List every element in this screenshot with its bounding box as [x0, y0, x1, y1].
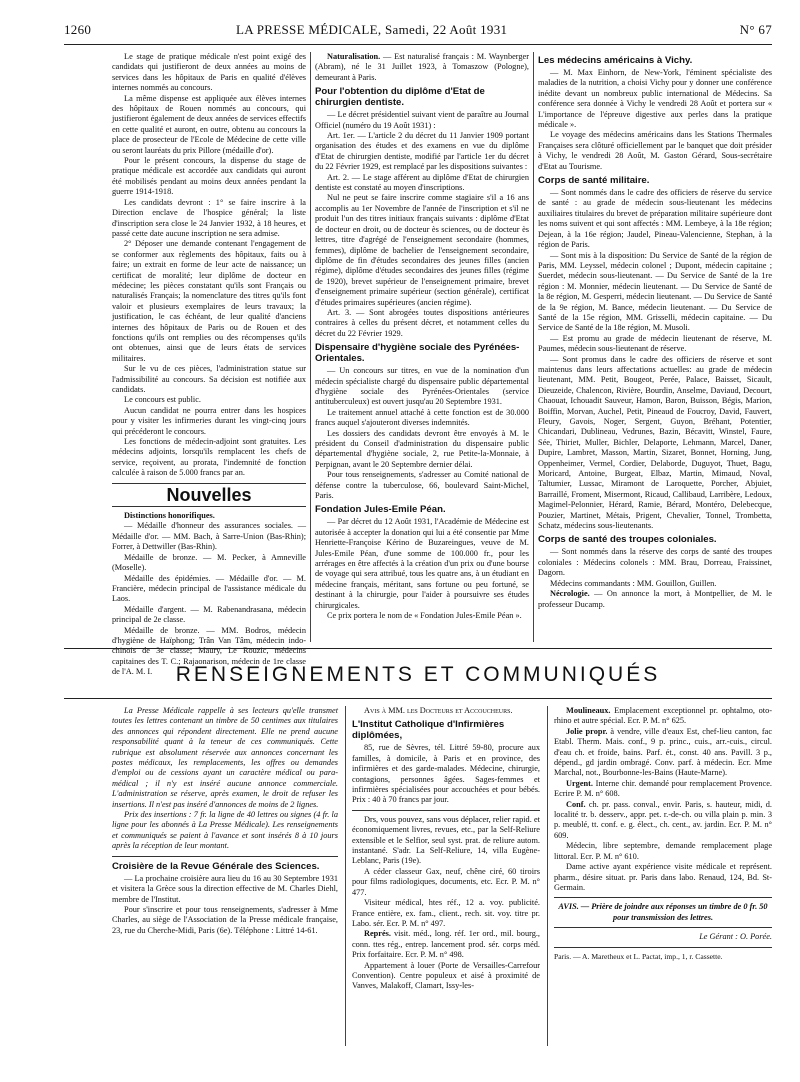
paragraph: 2° Déposer une demande contenant l'engagement de se conformer aux règlements des hôpitaux, faits ou à faire; un extrait en forme de leur acte de naissance; un certificat de moralité; leur diplôme de docteur en médecine; les pièces constatant qu'ils sont Français ou naturalisés Français; la nomenclature des titres qu'ils font valoir et plusieurs exemplaires de leurs travaux; la justification, le cas échéant, de leur qualité d'anciens internes des hôpitaux de Paris ou de Rouen et des fonctions qu'ils ont remplies ou des récompenses qu'ils ont obtenues, ainsi que de leurs états de services militaires.	[112, 239, 306, 363]
paragraph: Sur le vu de ces pièces, l'administration statue sur l'admissibilité au concours. Sa décision est notifiée aux candidats.	[112, 364, 306, 394]
paragraph: — Le décret présidentiel suivant vient de paraître au Journal Officiel (numéro du 19 Août 1931) :	[315, 110, 529, 130]
ads-column-right	[554, 706, 772, 1066]
paragraph: A céder classeur Gax, neuf, chêne ciré, 60 tiroirs pour films radiologiques, documents, etc. Ecr. P. M. n° 477.	[352, 866, 540, 897]
institut-text: 85, rue de Sèvres, tél. Littré 59-80, procure aux familles, à domicile, à Paris et en province, des infirmières et des garde-malades. Médecine, chirurgie, contagions, personnes âgées. Sages-femmes et infirmières spécialisées pour accouchées et pour bébés. Prix : 40 à 70 francs par jour.	[352, 743, 540, 805]
column-divider	[547, 706, 548, 1046]
paragraph: Médaille d'argent. — M. Rabenandrasana, médecin principal de 2e classe.	[112, 604, 306, 625]
section-banner: RENSEIGNEMENTS ET COMMUNIQUÉS	[175, 663, 661, 686]
printer-line: Paris. — A. Maretheux et L. Pactat, imp., 1, r. Cassette.	[554, 951, 723, 961]
vichy-body	[538, 68, 772, 172]
paragraph: Le concours est public.	[124, 395, 201, 405]
column-divider	[345, 706, 346, 1046]
paragraph: Médecin, libre septembre, demande remplacement plage littoral. Ecr. P. M. n° 610.	[554, 841, 772, 861]
avis-line: Avis à MM. les Docteurs et Accoucheurs.	[364, 706, 513, 715]
divider	[112, 506, 306, 507]
paragraph: — M. Max Einhorn, de New-York, l'éminent spécialiste des maladies de la nutrition, a choisi Vichy pour y donner une conférence inédite devant un nombreux public international de Médecins. Sa conférence sera donnée à Vichy le vendredi 28 Août et portera sur « L'importance de l'épreuve digestive aux perles dans la pratique médicale ».	[538, 68, 772, 130]
section-title-nouvelles: Nouvelles	[166, 484, 252, 505]
paragraph: Médecins commandants : MM. Gouillon, Guillen.	[550, 578, 717, 588]
paragraph: Pour le présent concours, la dispense du stage de pratique médicale est accordée aux candidats qui auront été mobilisés pendant au moins deux années pendant la guerre 1914-1918.	[112, 156, 306, 197]
paragraph: Dame active ayant expérience visite médicale et représent. pharm., désire situat. pr. Paris dans labo. Renaud, 124, Bd. St-Germain.	[554, 862, 772, 892]
paragraph: Art. 2. — Le stage afférent au diplôme d'Etat de chirurgien dentiste est constaté au moyen d'inscriptions.	[315, 172, 529, 193]
paragraph: Médaille des épidémies. — Médaille d'or. — M. Francière, médecin principal de l'assistance médicale du Laos.	[112, 573, 306, 604]
coloniales-title: Corps de santé des troupes coloniales.	[538, 534, 717, 546]
corps-body	[538, 188, 772, 531]
divider	[554, 947, 772, 948]
paragraph: — Sont nommés dans la réserve des corps de santé des troupes coloniales : Médecins colonels : MM. Brau, Dorreau, Fraissinet, Dagorn.	[538, 547, 772, 578]
diploma-body	[315, 110, 529, 339]
divider	[554, 927, 772, 928]
issue-number: N° 67	[739, 22, 772, 37]
divider	[352, 810, 540, 811]
column-left	[112, 52, 306, 677]
paragraph: — Sont mis à la disposition: Du Service de Santé de la région de Paris, MM. Leyssel, médecin colonel ; Dupont, médecin capitaine ; Suerdet, médecin sous-lieutenant. — Du Service de Santé de la 1re région : M. Monnier, médecin lieutenant. — Du Service de Santé de la 8e région, M. Gesperri, médecin lieutenant. — Du Service de Santé de la 9e région, M. Bance, médecin lieutenant. — Du Service de Santé de la 15e région, MM. Grisselli, médecin capitaine. — Du Service de Santé de la 18e région, M. Musoli.	[538, 250, 772, 333]
paragraph: Appartement à louer (Porte de Versailles-Carrefour Convention). Centre populeux et aisé à proximité de Vanves, Malakoff, Clamart, Issy-les-	[352, 960, 540, 991]
column-middle	[315, 52, 529, 644]
ads-list	[554, 706, 772, 893]
paragraph: Les candidats devront : 1° se faire inscrire à la Direction enclave de l'hospice général; la liste d'inscription sera close le 24 Janvier 1932, à 18 heures, et passé cette date aucune inscription ne sera admise.	[112, 197, 306, 238]
ads-list	[352, 815, 540, 992]
paragraph: Aucun candidat ne pourra entrer dans les hospices pour y visiter les infirmeries durant les vingt-cinq jours qui précéderont le concours.	[112, 405, 306, 436]
pean-title: Fondation Jules-Emile Péan.	[315, 504, 446, 516]
naturalisation-title: Naturalisation.	[327, 52, 381, 61]
diploma-title: Pour l'obtention du diplôme d'Etat de chirurgien dentiste.	[315, 86, 485, 109]
paragraph: Médaille de bronze. — MM. Bodros, médecin d'hygiène de Haïphong; Trân Van Tâm, médecin indo-chinois de 3e classe; Maury, Le Rouzic, médecins capitaines des T. C.; Rajaonarison, médecin de 1re classe de l'A. M. I.	[112, 625, 306, 677]
paragraph: Art. 3. — Sont abrogées toutes dispositions antérieures contraires à celles du présent décret, et notamment celles du décret du 22 Février 1929.	[315, 307, 529, 338]
paragraph: Art. 1er. — L'article 2 du décret du 11 Janvier 1909 portant organisation des études et des examens en vue du diplôme d'Etat de chirurgien dentiste, modifié par l'article 1er du décret du 22 Février 1929, est remplacé par les dispositions suivantes :	[315, 131, 529, 172]
paragraph: Le voyage des médecins américains dans les Stations Thermales Françaises sera clôturé officiellement par le banquet que doit présider à Vichy, le vendredi 28 Août, M. Gaston Gérard, Sous-secrétaire d'Etat au Tourisme.	[538, 130, 772, 171]
paragraph: Drs, vous pouvez, sans vous déplacer, relier rapid. et économiquement livres, revues, etc., par la Self-Reliure extensible et le Selfior, seul syst. prat. de reliure autom. instantané. S'adr. La Self-Reliure, 14, villa Eugène-Leblanc, Paris (19e).	[352, 814, 540, 866]
divider	[554, 897, 772, 898]
paragraph: Pour s'inscrire et pour tous renseignements, s'adresser à Mme Charles, au siège de l'Association de la Presse médicale française, 23, rue du Cherche-Midi, Paris (6e). Téléphone : Littré 14-61.	[112, 904, 338, 935]
coloniales-body	[538, 547, 772, 589]
necrologie-text: — On annonce la mort, à Montpellier, de M. le professeur Ducamp.	[538, 589, 772, 609]
institut-title: L'Institut Catholique d'Infirmières diplômées,	[352, 719, 505, 742]
paragraph: Médaille de bronze. — M. Pecker, à Amneville (Moselle).	[112, 552, 306, 573]
paragraph: Le traitement annuel attaché à cette fonction est de 30.000 francs auquel s'ajouteront diverses indemnités.	[315, 407, 529, 428]
ads-column-left	[112, 706, 338, 1066]
croisiere-body	[112, 874, 338, 936]
paragraph: Ce prix portera le nom de « Fondation Jules-Emile Péan ».	[327, 611, 522, 621]
paragraph: — Un concours sur titres, en vue de la nomination d'un médecin spécialiste chargé du dispensaire public départemental d'hygiène sociale des Pyrénées-Orientales (service antituberculeux) est ouvert jusqu'au 20 Septembre 1931.	[315, 366, 529, 407]
paragraph: Moulineaux. Emplacement exceptionnel pr. ophtalmo, oto-rhino et autre spécial. Ecr. P. M. n° 625.	[554, 706, 772, 726]
avis-final: AVIS. — Prière de joindre aux réponses un timbre de 0 fr. 50 pour transmission des lettres.	[558, 902, 768, 922]
dispensaire-title: Dispensaire d'hygiène sociale des Pyrénées-Orientales.	[315, 342, 520, 365]
paragraph: Urgent. Interne chir. demandé pour remplacement Provence. Ecrire P. M. n° 608.	[554, 778, 772, 799]
paragraph: Les dossiers des candidats devront être envoyés à M. le président du Conseil d'administration du dispensaire public départemental d'hygiène sociale, 2, rue Petite-la-Monnaie, à Perpignan, avant le 20 Septembre dernier délai.	[315, 428, 529, 469]
dispensaire-body	[315, 366, 529, 501]
pean-body	[315, 517, 529, 621]
column-right	[538, 52, 772, 644]
paragraph: — Par décret du 12 Août 1931, l'Académie de Médecine est autorisée à accepter la donation qui lui a été consentie par Mme Henriette-Françoise Kérino de Buzareingues, veuve de M. Jules-Emile Péan, d'une somme de 100.000 fr., pour les arrérages en être affectés à la création d'un prix ou d'une bourse de voyage qui sera attribué, tous les quatre ans, à un étudiant en médecine français, méritant, sans fortune ou peu fortuné, se destinant à la chirurgie, pour l'aider à poursuivre ses études chirurgicales.	[315, 517, 529, 610]
corps-title: Corps de santé militaire.	[538, 175, 650, 187]
journal-title: LA PRESSE MÉDICALE, Samedi, 22 Août 1931	[236, 22, 508, 37]
paragraph: Les fonctions de médecin-adjoint sont gratuites. Les médecins adjoints, lorsqu'ils remplacent les chefs de service, reçoivent, au prorata, l'indemnité de fonction calculée à raison de 5.000 francs par an.	[112, 437, 306, 478]
page-number: 1260	[64, 22, 92, 37]
vichy-title: Les médecins américains à Vichy.	[538, 55, 693, 66]
notice-text: La Presse Médicale rappelle à ses lecteurs qu'elle transmet toutes les lettres contenant un timbre de 50 centimes aux titulaires des annonces qui répondent directement. Elle ne prend aucune responsabilité quant à la teneur de ces communiqués. Cette rubrique est absolument réservée aux annonces concernant les postes médicaux, les remplacements, les offres ou demandes d'emploi ou de cessions ayant un caractère médical ou para-médical ; il n'y est inséré aucune annonce commerciale. L'administration se réserve, après examen, le droit de refuser les insertions. Il n'est pas inséré d'annonces de moins de 2 lignes.	[112, 706, 338, 809]
paragraph: Visiteur médical, htes réf., 12 a. voy. publicité. France entière, ex. fam., client., rech. sit. voy. titre pr. Labo. sér. Ecr. P. M. n° 497.	[352, 898, 540, 928]
header-rule	[64, 44, 772, 45]
paragraph: Le stage de pratique médicale n'est point exigé des candidats qui justifieront de deux années au moins de services dans les hôpitaux de Paris en qualité d'élèves internes nommés au concours.	[112, 52, 306, 93]
paragraph: Conf. ch. pr. pass. conval., envir. Paris, s. hauteur, midi, d. localité tr. b. desserv., appr. pet. r.-de-ch. ou villa plain p. min. 3 p. meublé, tt. conf. e. g. élect., ch. cent., av. jardin. Ecr. P. M. n° 609.	[554, 799, 772, 840]
gerant-line: Le Gérant : O. Porée.	[699, 932, 772, 942]
honors-body	[112, 521, 306, 677]
paragraph: — Sont promus dans le cadre des officiers de réserve et sont maintenus dans leurs affectations actuelles: au grade de médecin lieutenant, MM. Petit, Bougeot, Perée, Palace, Baisset, Sicault, Dieuzeide, Chalencon, Rivière, Bourdin, Anselme, Daviaud, Decourt, Chaouat, Ichouadit Sauveur, Hamon, Baron, Buisson, Bégis, Marion, Boiffin, Morvan, Auchel, Petit, Pineaud de Foucroy, David, Fauvert, Fleury, Gavois, Noger, Sergent, Guyon, Bréhant, Potentier, Chicandari, Dublineau, Vedrunes, Bazin, Bécavitt, Winstel, Faure, Sée, Thiriet, Muller, Bichler, Delaporte, Lehmann, Marcel, Daner, Dupire, Lambret, Masson, Martin, Sizaret, Bonnet, Horning, Jung, Oppenheimer, Vermel, Cordier, Delaborde, Duguyot, Thuet, Bagu, Moricard, Antoine, Burgeat, Elbaz, Martin, Mimaud, Noval, Taltumier, Lussac, Miramont de Laroquette, Porcher, Abjuiet, Barraillé, Froment, Misermont, Ricaud, Callibaud, Larribère, Ledoux, Magimel-Pelonnier, Hérard, Ramie, Bérard, Montéro, Delebecque, Pouzier, Martinet, Métais, Prigent, Chevalier, Tonnel, Trombetta, Schatz, médecins sous-lieutenants.	[538, 354, 772, 531]
paragraph: — La prochaine croisière aura lieu du 16 au 30 Septembre 1931 et visitera la Grèce sous la direction effective de M. Charles Diehl, membre de l'Institut.	[112, 873, 338, 904]
divider	[112, 856, 338, 857]
column-divider	[533, 52, 534, 642]
section-rule	[64, 648, 772, 649]
paragraph: Nul ne peut se faire inscrire comme stagiaire s'il a 16 ans accomplis au 1er Novembre de l'année de l'inscription et s'il ne produit l'un des titres initiaux français suivants : diplôme d'Etat de docteur en droit, ou de docteur ès sciences, ou de docteur ès lettres, titre d'agrégé de l'enseignement secondaire (hommes, femmes), diplôme de bachelier de l'enseignement secondaire, diplôme de fin d'études secondaires des jeunes filles (ancien régime), diplôme d'études secondaires des jeunes filles (régime de 1920), brevet supérieur de l'enseignement primaire, brevet d'enseignement primaire supérieur (section générale), certificat d'études primaires supérieures (ancien régime).	[315, 193, 529, 307]
prices-text: Prix des insertions : 7 fr. la ligne de 40 lettres ou signes (4 fr. la ligne pour les abonnés à La Presse Médicale). Les renseignements et communiqués se paient à l'avance et sont insérés 8 à 10 jours après la réception de leur montant.	[112, 810, 338, 851]
page-header	[64, 20, 772, 42]
paragraph: — Médaille d'honneur des assurances sociales. — Médaille d'or. — MM. Bach, à Sarre-Union (Bas-Rhin); Forrer, à Dettwiller (Bas-Rhin).	[112, 521, 306, 552]
honors-title: Distinctions honorifiques.	[124, 511, 215, 521]
paragraph: Représ. visit. méd., long. réf. 1er ord., mil. bourg., conn. ttes rég., entrep. lancement prod. sér. corps méd. Prix forfaitaire. Ecr. P. M. n° 498.	[352, 929, 540, 960]
paragraph: La même dispense est appliquée aux élèves internes des hôpitaux de Rouen nommés au concours, qui justifieront également de deux années de services effectifs en cette qualité et auront, en outre, obtenu au concours la place de prosecteur de l'Ecole de Médecine de cette ville ou seront lauréats du prix Pillore (médaille d'or).	[112, 93, 306, 155]
paragraph: — Sont nommés dans le cadre des officiers de réserve du service de santé : au grade de médecin sous-lieutenant les médecins auxiliaires titulaires du brevet de préparation militaire supérieure dont les noms suivent et qui sont affectés : MM. Lembeye, à la 18e région; Dejean, à la 16e région; Jaudel, Pineau-Valencienne, Stephan, à la région de Paris.	[538, 188, 772, 250]
paragraph: Jolie propr. à vendre, ville d'eaux Est, chef-lieu canton, fac Etabl. Therm. Mais. conf., 9 p. princ., cuis., arr.-cuis., circul. d'eau ch. et froide, bains. Parf. ét., const. 40 ans. Pavill. 3 p., dépend., gd jardin ombragé. Conv. parf. à médecin. Ecr. Mme Marchal, not., Bourbonne-les-Bains (Haute-Marne).	[554, 726, 773, 778]
column-divider	[310, 52, 311, 642]
naturalisation-text: — Est naturalisé français : M. Waynberger (Abram), né le 31 Juillet 1923, à Tomaszow (Pologne), demeurant à Paris.	[315, 52, 529, 82]
section-rule	[64, 698, 772, 699]
paragraph: Pour tous renseignements, s'adresser au Comité national de défense contre la tuberculose, 66, boulevard Saint-Michel, Paris.	[315, 470, 529, 501]
col1-body	[112, 52, 306, 479]
necrologie-title: Nécrologie.	[550, 589, 590, 599]
divider	[112, 483, 306, 484]
ads-column-middle	[352, 706, 540, 1066]
paragraph: — Est promu au grade de médecin lieutenant de réserve, M. Paumes, médecin sous-lieutenant de réserve.	[538, 333, 772, 354]
croisiere-title: Croisière de la Revue Générale des Sciences.	[112, 860, 320, 872]
